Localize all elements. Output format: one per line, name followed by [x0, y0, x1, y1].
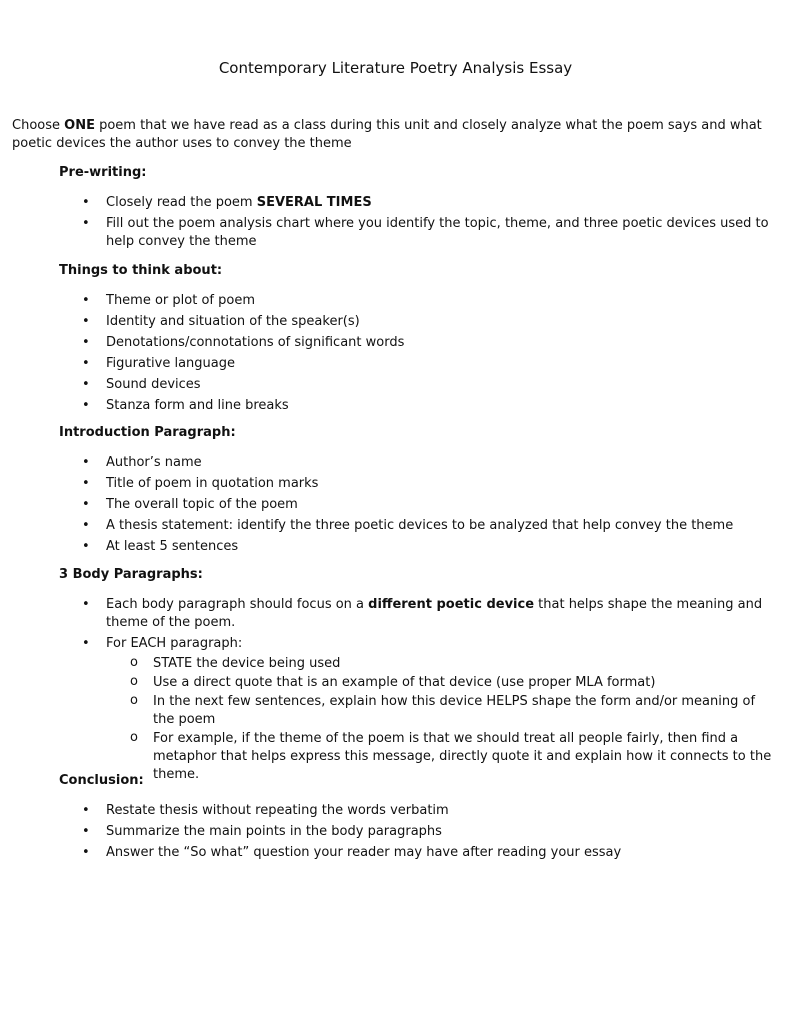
sub-list-item: o In the next few sentences, explain how this device HELPS shape the form and/or meaning of the poem — [106, 693, 779, 729]
list-item: • Title of poem in quotation marks — [59, 475, 779, 493]
conclusion-list — [59, 802, 779, 862]
conclusion-section — [59, 772, 779, 865]
intro-text-start: Choose — [12, 118, 65, 133]
list-item: • At least 5 sentences — [59, 538, 779, 556]
list-item — [59, 194, 779, 212]
intro-emphasis: ONE — [64, 118, 95, 133]
list-item: • Author’s name — [59, 454, 779, 472]
page-title: Contemporary Literature Poetry Analysis Essay — [218, 59, 573, 77]
list-item: • Summarize the main points in the body paragraphs — [59, 823, 779, 841]
list-item-text: Closely read the poem — [106, 195, 257, 210]
list-item: • Identity and situation of the speaker(s) — [59, 313, 779, 331]
list-item-emphasis: different poetic device — [368, 597, 535, 612]
list-item-text-end: that helps shape the meaning and theme of the poem. — [106, 597, 763, 630]
sub-list — [106, 655, 779, 784]
introduction-heading: Introduction Paragraph: — [59, 425, 236, 440]
list-item — [59, 635, 779, 784]
conclusion-heading: Conclusion: — [59, 773, 144, 788]
list-item: • Figurative language — [59, 355, 779, 373]
list-item-emphasis: SEVERAL TIMES — [256, 195, 372, 210]
prewriting-section — [59, 164, 779, 254]
list-item: • Answer the “So what” question your reader may have after reading your essay — [59, 844, 779, 862]
list-item: • The overall topic of the poem — [59, 496, 779, 514]
prewriting-list — [59, 194, 779, 251]
list-item: • Fill out the poem analysis chart where you identify the topic, theme, and three poetic devices used to help convey the theme — [59, 215, 779, 251]
introduction-list — [59, 454, 779, 556]
list-item: • Theme or plot of poem — [59, 292, 779, 310]
intro-paragraph — [12, 117, 777, 153]
sub-list-item: o STATE the device being used — [106, 655, 779, 673]
prewriting-heading: Pre-writing: — [59, 165, 147, 180]
body-list — [59, 596, 779, 784]
think-heading: Things to think about: — [59, 263, 223, 278]
think-list — [59, 292, 779, 415]
introduction-section — [59, 424, 779, 559]
list-item: • Denotations/connotations of significant words — [59, 334, 779, 352]
intro-text-end: poem that we have read as a class during this unit and closely analyze what the poem says and what poetic devices the author uses to convey the theme — [12, 118, 762, 151]
list-item: • Sound devices — [59, 376, 779, 394]
sub-list-item: o For example, if the theme of the poem is that we should treat all people fairly, then find a metaphor that helps express this message, directly quote it and explain how it connects to the theme. — [106, 730, 779, 784]
list-item — [59, 596, 779, 632]
sub-list-item: o Use a direct quote that is an example of that device (use proper MLA format) — [106, 674, 779, 692]
body-heading: 3 Body Paragraphs: — [59, 567, 203, 582]
list-item-text: For EACH paragraph: — [106, 636, 243, 651]
body-section — [59, 566, 779, 787]
list-item: • Stanza form and line breaks — [59, 397, 779, 415]
think-section — [59, 262, 779, 418]
list-item-text: Each body paragraph should focus on a — [106, 597, 369, 612]
list-item: • A thesis statement: identify the three poetic devices to be analyzed that help convey the theme — [59, 517, 779, 535]
list-item: • Restate thesis without repeating the words verbatim — [59, 802, 779, 820]
